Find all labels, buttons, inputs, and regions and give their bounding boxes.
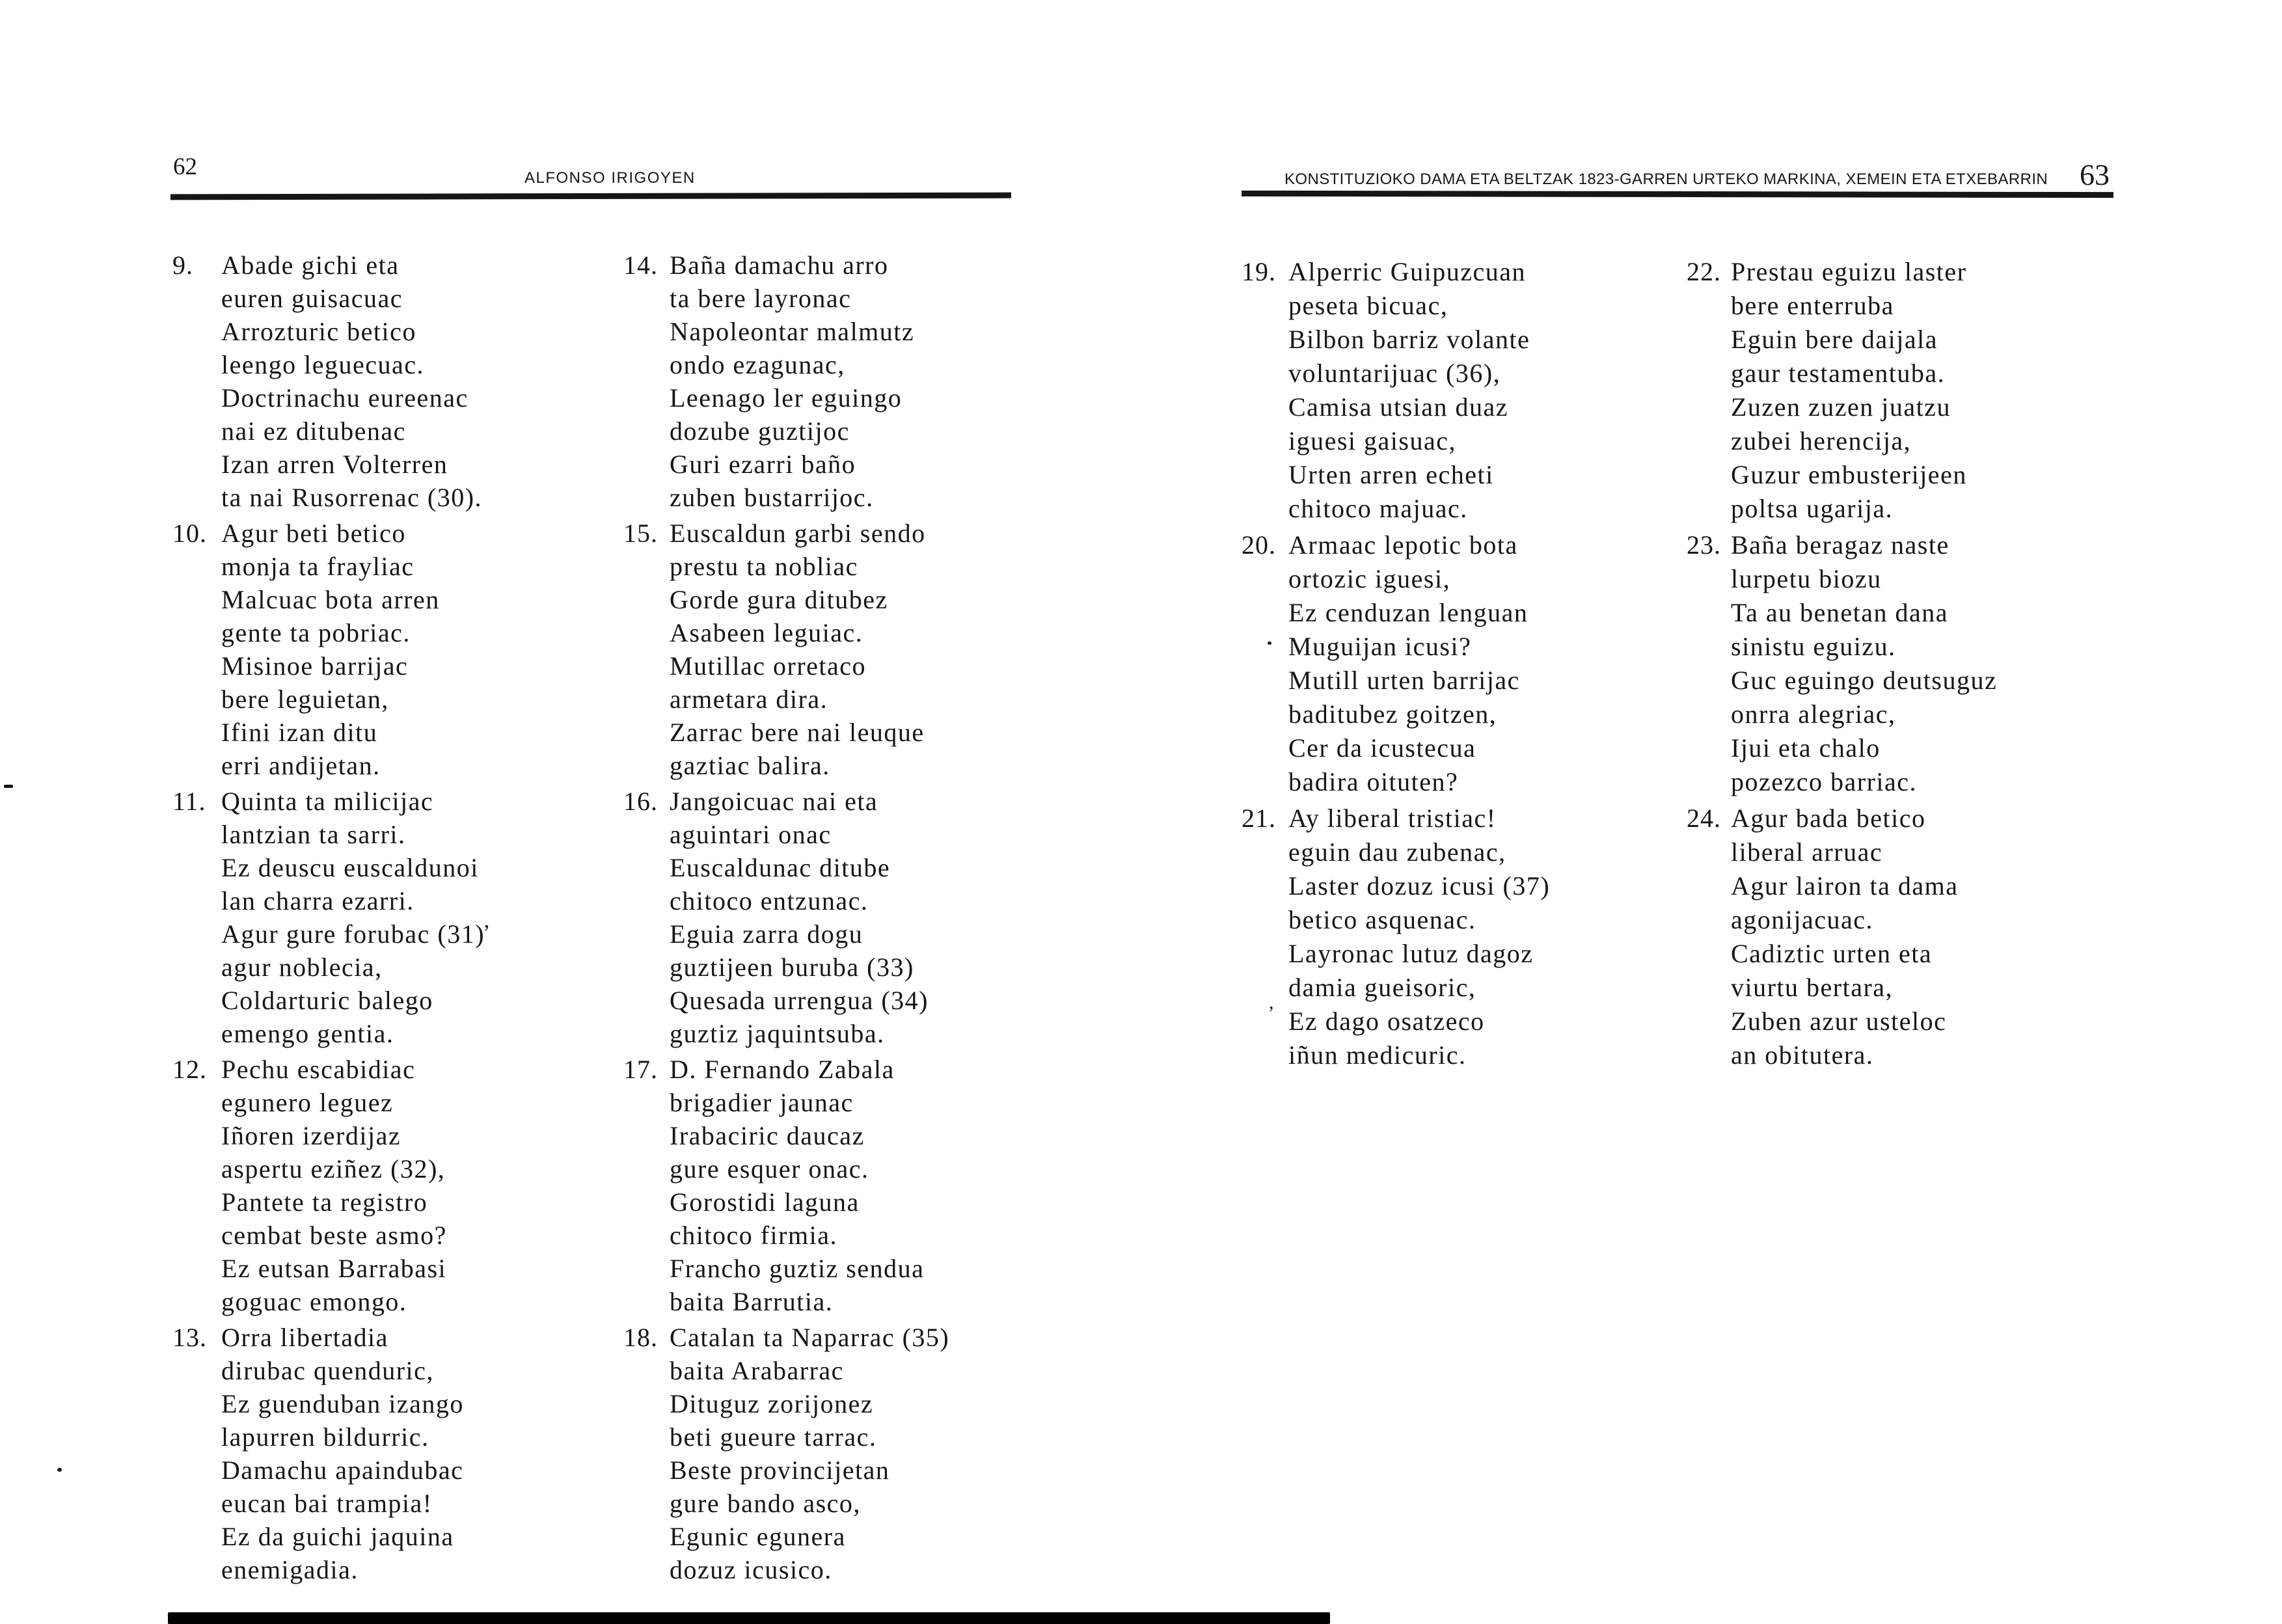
- verse-line: ta nai Rusorrenac (30).: [221, 483, 483, 512]
- verse-line: aguintari onac: [670, 820, 832, 849]
- verse-line: Quesada urrengua (34): [670, 986, 929, 1015]
- verse-line: dirubac quenduric,: [221, 1356, 434, 1385]
- verse-line: Baña beragaz naste: [1731, 530, 1949, 560]
- verse-line: Napoleontar malmutz: [670, 317, 915, 346]
- verse-line: dozuz icusico.: [670, 1555, 832, 1584]
- verse-line: lantzian ta sarri.: [221, 820, 406, 849]
- verse-lines: [221, 785, 485, 1050]
- verse-line: Ez eutsan Barrabasi: [221, 1254, 447, 1283]
- verse-line: baita Arabarrac: [670, 1356, 844, 1385]
- verse-line: ondo ezagunac,: [670, 350, 845, 379]
- verse-line: euren guisacuac: [221, 284, 403, 313]
- verse-line: Misinoe barrijac: [221, 651, 409, 681]
- verse-line: an obitutera.: [1731, 1040, 1874, 1070]
- verse-line: Coldarturic balego: [221, 986, 433, 1015]
- verse-line: Damachu apaindubac: [221, 1455, 464, 1485]
- verse-line: voluntarijuac (36),: [1288, 359, 1501, 388]
- verse-line: Mutill urten barrijac: [1288, 666, 1520, 695]
- verse-line: emengo gentia.: [221, 1019, 394, 1048]
- verse-number: 12.: [172, 1055, 207, 1084]
- verse-lines: [221, 517, 440, 782]
- verse-line: eucan bai trampia!: [221, 1489, 433, 1518]
- verse-line: Beste provincijetan: [670, 1455, 890, 1485]
- verse-line: Laster dozuz icusi (37): [1288, 871, 1551, 900]
- verse-line: Euscaldun garbi sendo: [670, 519, 926, 548]
- verse-number: 15.: [623, 519, 658, 548]
- verse-line: Catalan ta Naparrac (35): [670, 1323, 950, 1352]
- verse-line: baita Barrutia.: [670, 1287, 834, 1316]
- verse-line: guztiz jaquintsuba.: [670, 1019, 885, 1048]
- verse-line: Dituguz zorijonez: [670, 1389, 874, 1418]
- scan-speck: [57, 1468, 62, 1472]
- verse-line: Quinta ta milicijac: [221, 787, 434, 816]
- verse-line: nai ez ditubenac: [221, 416, 406, 446]
- verse-number: 11.: [172, 787, 206, 816]
- verse-line: Iñoren izerdijaz: [221, 1121, 401, 1150]
- verse-column: [1242, 255, 1550, 1075]
- verse-column: [623, 249, 949, 1589]
- verse-item: [623, 785, 949, 1050]
- verse-line: bere leguietan,: [221, 684, 389, 714]
- verse-line: Francho guztiz sendua: [670, 1254, 925, 1283]
- verse-line: Zuben azur usteloc: [1731, 1007, 1947, 1036]
- verse-item: [1687, 528, 1997, 799]
- verse-line: bere enterruba: [1731, 291, 1894, 320]
- verse-line: egunero leguez: [221, 1088, 394, 1117]
- verse-line: Ez guenduban izango: [221, 1389, 464, 1418]
- verse-line: Eguin bere daijala: [1731, 325, 1938, 354]
- verse-lines: [670, 785, 929, 1050]
- verse-number: 24.: [1687, 804, 1721, 833]
- verse-item: [172, 1053, 485, 1318]
- verse-number: 13.: [172, 1323, 207, 1352]
- verse-line: Guzur embusterijeen: [1731, 460, 1967, 489]
- verse-number: 19.: [1242, 257, 1276, 286]
- verse-line: Egunic egunera: [670, 1522, 846, 1551]
- verse-number: 14.: [623, 250, 658, 280]
- right-header-rule: [1242, 191, 2113, 198]
- verse-line: Baña damachu arro: [670, 250, 889, 280]
- verse-line: Armaac lepotic bota: [1288, 530, 1518, 560]
- verse-item: [1687, 255, 1997, 526]
- verse-line: Agur gure forubac (31): [221, 919, 485, 949]
- verse-line: Ay liberal tristiac!: [1288, 804, 1497, 833]
- verse-line: Urten arren echeti: [1288, 460, 1494, 489]
- verse-line: onrra alegriac,: [1731, 699, 1896, 729]
- scan-edge-bar: [168, 1612, 1330, 1624]
- verse-lines: [1288, 802, 1550, 1072]
- verse-line: Muguijan icusi?: [1288, 632, 1472, 661]
- verse-line: Bilbon barriz volante: [1288, 325, 1530, 354]
- verse-line: Ijui eta chalo: [1731, 733, 1881, 763]
- verse-line: dozube guztijoc: [670, 416, 850, 446]
- verse-line: goguac emongo.: [221, 1287, 407, 1316]
- verse-item: [1242, 528, 1550, 799]
- verse-lines: [1731, 528, 1997, 799]
- verse-line: chitoco entzunac.: [670, 886, 869, 915]
- verse-line: Gorostidi laguna: [670, 1187, 860, 1217]
- verse-line: ortozic iguesi,: [1288, 564, 1451, 593]
- verse-line: gure bando asco,: [670, 1489, 861, 1518]
- verse-lines: [670, 249, 914, 514]
- scan-speck: ’: [483, 921, 491, 945]
- verse-item: [1242, 802, 1550, 1072]
- verse-item: [1687, 802, 1997, 1072]
- verse-line: liberal arruac: [1731, 837, 1883, 867]
- scan-speck: [4, 785, 13, 788]
- verse-line: iguesi gaisuac,: [1288, 426, 1456, 455]
- verse-line: Pechu escabidiac: [221, 1055, 416, 1084]
- verse-line: Camisa utsian duaz: [1288, 392, 1509, 422]
- scan-speck: ,: [1269, 992, 1274, 1013]
- verse-item: [172, 249, 485, 514]
- verse-lines: [1288, 255, 1530, 526]
- verse-line: zuben bustarrijoc.: [670, 483, 874, 512]
- right-running-header: KONSTITUZIOKO DAMA ETA BELTZAK 1823-GARREN URTEKO MARKINA, XEMEIN ETA ETXEBARRIN: [1284, 170, 2048, 188]
- verse-lines: [1731, 255, 1967, 526]
- verse-line: Leenago ler eguingo: [670, 383, 903, 413]
- verse-line: aspertu eziñez (32),: [221, 1154, 446, 1184]
- verse-line: sinistu eguizu.: [1731, 632, 1896, 661]
- verse-line: D. Fernando Zabala: [670, 1055, 895, 1084]
- verse-line: poltsa ugarija.: [1731, 494, 1894, 523]
- verse-line: Prestau eguizu laster: [1731, 257, 1967, 286]
- verse-line: Arrozturic betico: [221, 317, 416, 346]
- verse-line: Izan arren Volterren: [221, 450, 448, 479]
- verse-line: Zuzen zuzen juatzu: [1731, 392, 1951, 422]
- verse-line: agonijacuac.: [1731, 905, 1873, 934]
- verse-line: lan charra ezarri.: [221, 886, 414, 915]
- verse-line: Cadiztic urten eta: [1731, 939, 1933, 968]
- verse-number: 23.: [1687, 530, 1721, 560]
- right-page-number: 63: [2080, 158, 2110, 191]
- verse-item: [172, 1321, 485, 1586]
- verse-line: Agur beti betico: [221, 519, 406, 548]
- verse-line: viurtu bertara,: [1731, 973, 1894, 1002]
- verse-line: Ez deuscu euscaldunoi: [221, 853, 479, 882]
- verse-line: zubei herencija,: [1731, 426, 1912, 455]
- verse-line: Eguia zarra dogu: [670, 919, 863, 949]
- verse-line: Euscaldunac ditube: [670, 853, 891, 882]
- verse-number: 22.: [1687, 257, 1721, 286]
- verse-line: Ez cenduzan lenguan: [1288, 598, 1528, 627]
- verse-line: gaur testamentuba.: [1731, 359, 1946, 388]
- left-running-header: ALFONSO IRIGOYEN: [524, 169, 696, 187]
- verse-line: Cer da icustecua: [1288, 733, 1476, 763]
- verse-number: 9.: [172, 250, 193, 280]
- verse-line: Ifini izan ditu: [221, 718, 378, 747]
- verse-line: peseta bicuac,: [1288, 291, 1448, 320]
- verse-number: 10.: [172, 519, 207, 548]
- verse-lines: [221, 1053, 447, 1318]
- verse-item: [172, 517, 485, 782]
- verse-line: pozezco barriac.: [1731, 767, 1918, 796]
- verse-line: prestu ta nobliac: [670, 552, 858, 581]
- left-page-number: 62: [173, 154, 197, 180]
- verse-number: 16.: [623, 787, 658, 816]
- left-header-rule: [170, 193, 1011, 200]
- verse-line: Zarrac bere nai leuque: [670, 718, 925, 747]
- verse-line: badira oituten?: [1288, 767, 1459, 796]
- verse-column: [1687, 255, 1997, 1075]
- verse-number: 17.: [623, 1055, 658, 1084]
- verse-line: iñun medicuric.: [1288, 1040, 1467, 1070]
- verse-line: damia gueisoric,: [1288, 973, 1476, 1002]
- verse-line: Pantete ta registro: [221, 1187, 428, 1217]
- verse-line: guztijeen buruba (33): [670, 953, 914, 982]
- verse-line: Jangoicuac nai eta: [670, 787, 878, 816]
- verse-line: beti gueure tarrac.: [670, 1422, 877, 1452]
- verse-line: Ez dago osatzeco: [1288, 1007, 1485, 1036]
- verse-line: gente ta pobriac.: [221, 618, 411, 647]
- verse-line: agur noblecia,: [221, 953, 383, 982]
- verse-line: leengo leguecuac.: [221, 350, 425, 379]
- verse-line: Irabaciric daucaz: [670, 1121, 865, 1150]
- verse-line: Gorde gura ditubez: [670, 585, 888, 614]
- verse-line: Abade gichi eta: [221, 250, 400, 280]
- verse-line: monja ta frayliac: [221, 552, 414, 581]
- verse-column: [172, 249, 485, 1589]
- verse-line: Doctrinachu eureenac: [221, 383, 469, 413]
- verse-line: brigadier jaunac: [670, 1088, 854, 1117]
- verse-line: chitoco majuac.: [1288, 494, 1468, 523]
- verse-number: 21.: [1242, 804, 1276, 833]
- verse-line: Layronac lutuz dagoz: [1288, 939, 1534, 968]
- verse-line: cembat beste asmo?: [221, 1221, 447, 1250]
- verse-item: [623, 1053, 949, 1318]
- verse-line: ta bere layronac: [670, 284, 852, 313]
- verse-line: chitoco firmia.: [670, 1221, 837, 1250]
- verse-number: 18.: [623, 1323, 658, 1352]
- verse-line: enemigadia.: [221, 1555, 359, 1584]
- verse-lines: [670, 1321, 949, 1586]
- verse-line: armetara dira.: [670, 684, 828, 714]
- verse-line: Ta au benetan dana: [1731, 598, 1949, 627]
- verse-lines: [221, 1321, 464, 1586]
- verse-line: Malcuac bota arren: [221, 585, 440, 614]
- verse-line: Asabeen leguiac.: [670, 618, 863, 647]
- verse-line: Orra libertadia: [221, 1323, 388, 1352]
- verse-lines: [1731, 802, 1959, 1072]
- verse-line: betico asquenac.: [1288, 905, 1476, 934]
- verse-line: Ez da guichi jaquina: [221, 1522, 454, 1551]
- verse-line: baditubez goitzen,: [1288, 699, 1497, 729]
- verse-lines: [670, 1053, 924, 1318]
- verse-line: eguin dau zubenac,: [1288, 837, 1506, 867]
- verse-item: [623, 517, 949, 782]
- verse-line: Agur bada betico: [1731, 804, 1926, 833]
- verse-item: [623, 249, 949, 514]
- verse-lines: [1288, 528, 1528, 799]
- verse-line: gaztiac balira.: [670, 751, 830, 780]
- verse-lines: [221, 249, 482, 514]
- verse-number: 20.: [1242, 530, 1276, 560]
- verse-item: [623, 1321, 949, 1586]
- verse-item: [172, 785, 485, 1050]
- verse-line: Agur lairon ta dama: [1731, 871, 1959, 900]
- scan-speck: [1268, 642, 1271, 645]
- verse-item: [1242, 255, 1550, 526]
- verse-line: Mutillac orretaco: [670, 651, 867, 681]
- verse-line: lapurren bildurric.: [221, 1422, 429, 1452]
- verse-lines: [670, 517, 926, 782]
- verse-line: lurpetu biozu: [1731, 564, 1882, 593]
- verse-line: Guc eguingo deutsuguz: [1731, 666, 1998, 695]
- verse-line: gure esquer onac.: [670, 1154, 869, 1184]
- verse-line: erri andijetan.: [221, 751, 381, 780]
- verse-line: Guri ezarri baño: [670, 450, 856, 479]
- verse-line: Alperric Guipuzcuan: [1288, 257, 1527, 286]
